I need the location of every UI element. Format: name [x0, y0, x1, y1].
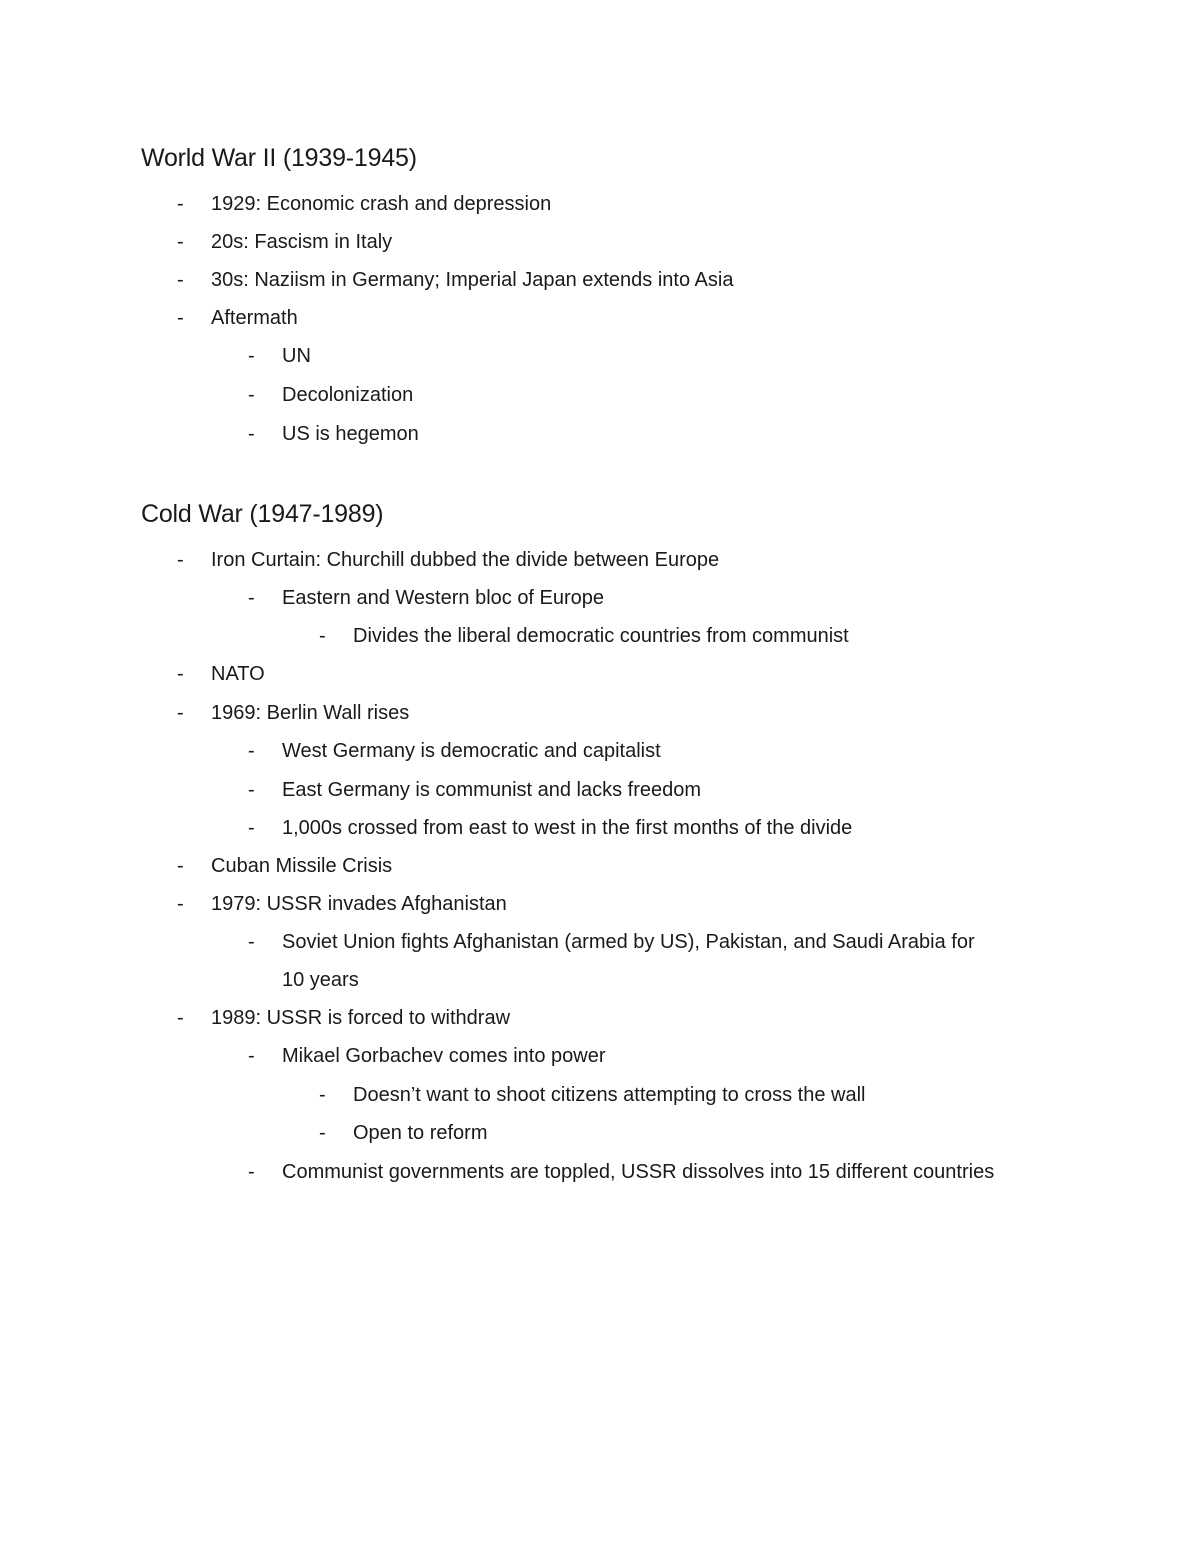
bullet-dash: - [248, 931, 255, 953]
list-item-text: 20s: Fascism in Italy [211, 231, 393, 253]
list-item-text: Divides the liberal democratic countries from communist [353, 625, 849, 647]
list-item-text: Open to reform [353, 1122, 488, 1144]
bullet-dash: - [177, 1007, 184, 1029]
bullet-dash: - [248, 384, 255, 406]
section-heading: World War II (1939-1945) [141, 144, 417, 172]
list-item-text: NATO [211, 663, 265, 685]
list-item-text: 1,000s crossed from east to west in the first months of the divide [282, 817, 853, 839]
bullet-dash: - [248, 779, 255, 801]
bullet-dash: - [248, 1161, 255, 1183]
bullet-dash: - [177, 549, 184, 571]
list-item-text: Iron Curtain: Churchill dubbed the divide between Europe [211, 549, 720, 571]
bullet-dash: - [248, 1045, 255, 1067]
list-item-text: Aftermath [211, 307, 298, 329]
bullet-dash: - [177, 193, 184, 215]
list-item-text: 1969: Berlin Wall rises [211, 702, 410, 724]
bullet-dash: - [319, 625, 326, 647]
bullet-dash: - [248, 345, 255, 367]
list-item-text: 1979: USSR invades Afghanistan [211, 893, 507, 915]
list-item-text: Doesn’t want to shoot citizens attempting to cross the wall [353, 1084, 866, 1106]
list-item-text: UN [282, 345, 311, 367]
bullet-dash: - [248, 587, 255, 609]
bullet-dash: - [319, 1084, 326, 1106]
bullet-dash: - [248, 423, 255, 445]
section-heading: Cold War (1947-1989) [141, 500, 384, 528]
bullet-dash: - [177, 307, 184, 329]
list-item-text: Cuban Missile Crisis [211, 855, 393, 877]
bullet-dash: - [177, 702, 184, 724]
list-item-text: Eastern and Western bloc of Europe [282, 587, 605, 609]
list-item-text: West Germany is democratic and capitalist [282, 740, 661, 762]
bullet-dash: - [248, 817, 255, 839]
bullet-dash: - [177, 855, 184, 877]
list-item-text: 30s: Naziism in Germany; Imperial Japan extends into Asia [211, 269, 734, 291]
bullet-dash: - [177, 663, 184, 685]
list-item-text: Soviet Union fights Afghanistan (armed by US), Pakistan, and Saudi Arabia for [282, 931, 975, 953]
bullet-dash: - [248, 740, 255, 762]
bullet-dash: - [177, 893, 184, 915]
list-item-text: US is hegemon [282, 423, 419, 445]
list-item-text: East Germany is communist and lacks freedom [282, 779, 702, 801]
list-item-text: 1989: USSR is forced to withdraw [211, 1007, 511, 1029]
list-item-text: Decolonization [282, 384, 414, 406]
bullet-dash: - [319, 1122, 326, 1144]
list-item-text: 1929: Economic crash and depression [211, 193, 552, 215]
list-item-text: Communist governments are toppled, USSR dissolves into 15 different countries [282, 1161, 995, 1183]
bullet-dash: - [177, 269, 184, 291]
list-item-continuation: 10 years [282, 969, 359, 991]
list-item-text: Mikael Gorbachev comes into power [282, 1045, 606, 1067]
bullet-dash: - [177, 231, 184, 253]
